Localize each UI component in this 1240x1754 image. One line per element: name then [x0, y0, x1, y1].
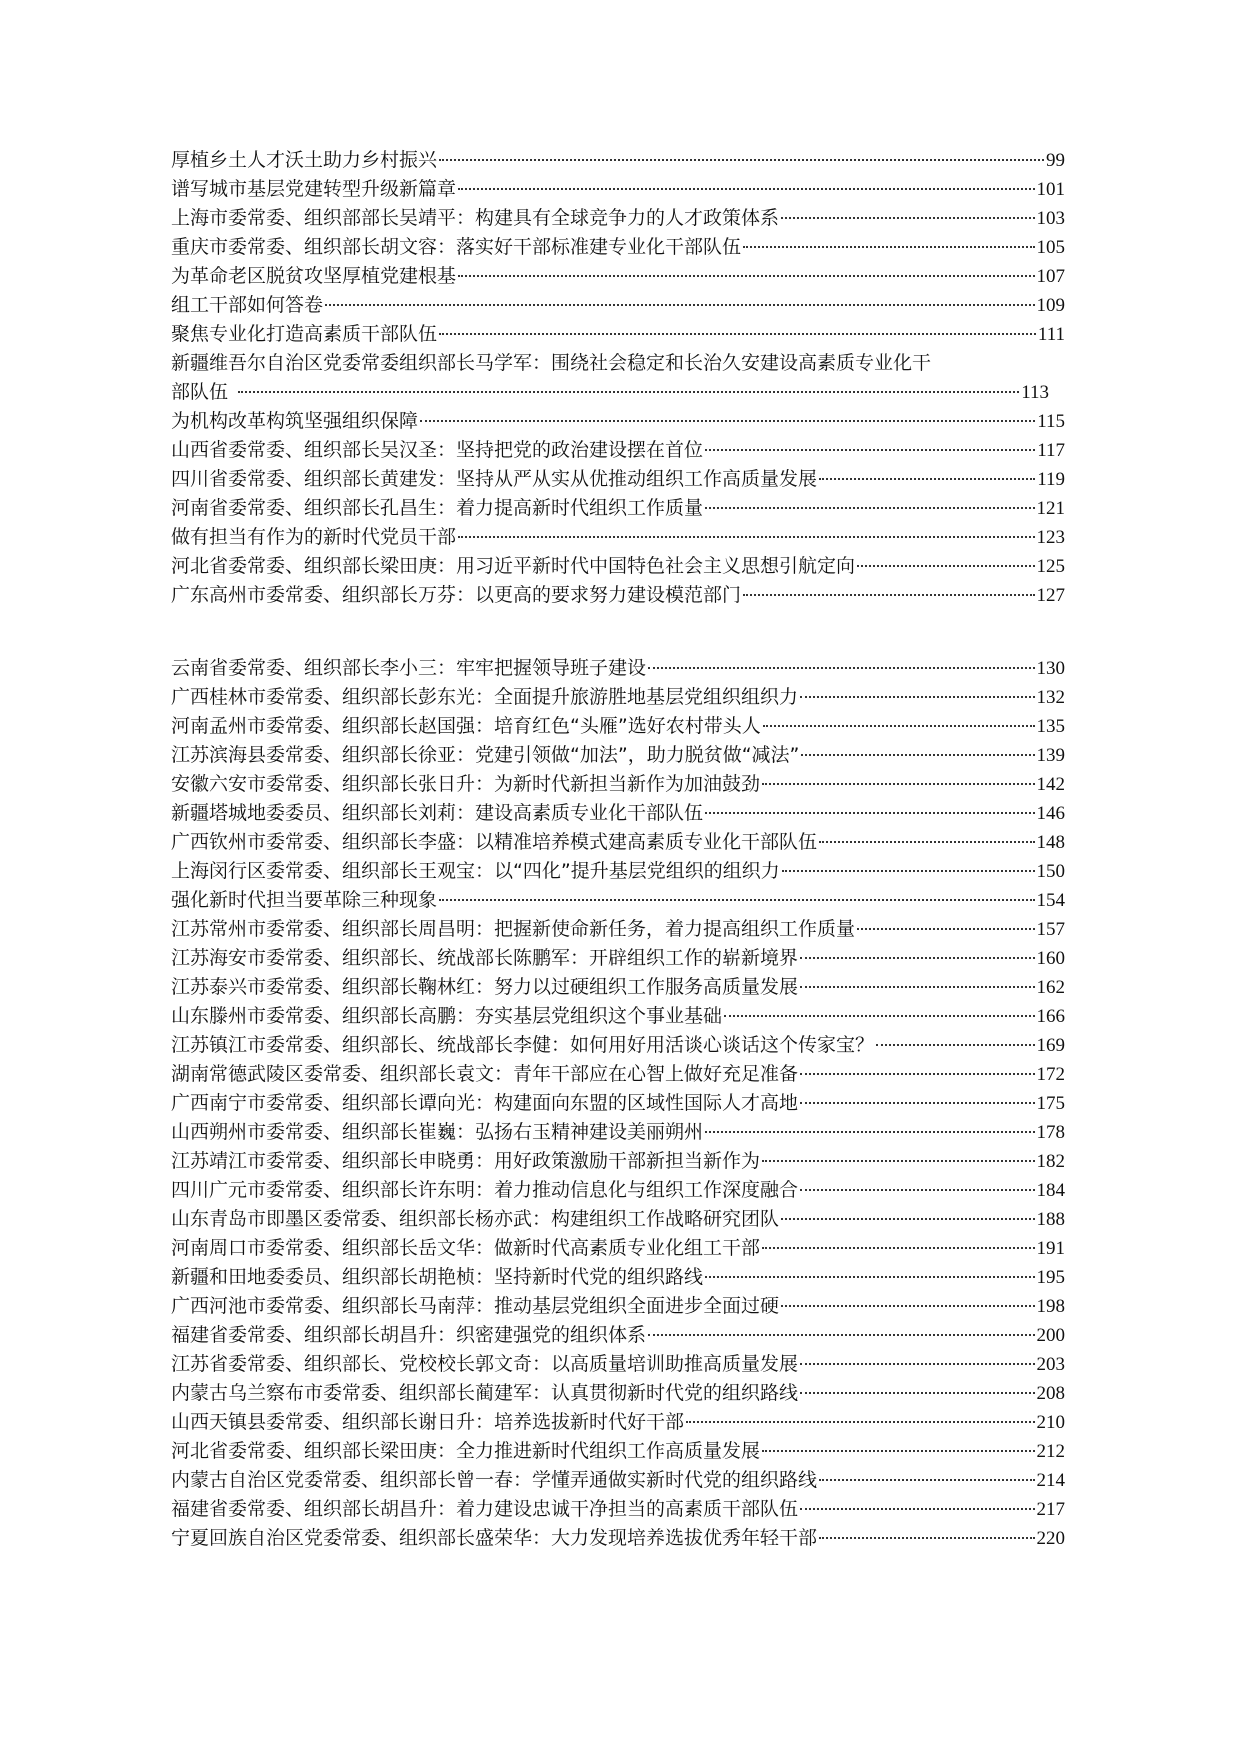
toc-entry-page: 182: [1036, 1151, 1065, 1172]
toc-entry-title-line2: [171, 378, 1065, 407]
toc-entry-page: 123: [1036, 527, 1065, 548]
toc-list-top: [171, 146, 1065, 349]
toc-entry-page: 166: [1036, 1006, 1065, 1027]
toc-entry-title: 江苏海安市委常委、组织部长、统战部长陈鹏军：开辟组织工作的崭新境界: [171, 947, 799, 969]
dot-leader: [743, 246, 1034, 248]
toc-entry-page: 191: [1036, 1238, 1065, 1259]
toc-entry-title: 云南省委常委、组织部长李小三：牢牢把握领导班子建设: [171, 657, 647, 679]
toc-entry[interactable]: [171, 1292, 1065, 1321]
toc-entry-page: 99: [1046, 150, 1065, 171]
toc-entry[interactable]: [171, 741, 1065, 770]
toc-entry-page: 175: [1036, 1093, 1065, 1114]
dot-leader: [743, 594, 1034, 596]
toc-entry-page: 208: [1036, 1383, 1065, 1404]
toc-entry-page: 220: [1036, 1528, 1065, 1549]
toc-entry-title: 江苏靖江市委常委、组织部长申晓勇：用好政策激励干部新担当新作为: [171, 1150, 761, 1172]
toc-entry-title: 为革命老区脱贫攻坚厚植党建根基: [171, 265, 457, 287]
toc-entry-title: 山东青岛市即墨区委常委、组织部长杨亦武：构建组织工作战略研究团队: [171, 1208, 780, 1230]
toc-entry-page: 107: [1036, 266, 1065, 287]
dot-leader: [819, 1537, 1034, 1539]
toc-entry[interactable]: [171, 1031, 1065, 1060]
toc-entry-page: 172: [1036, 1064, 1065, 1085]
toc-entry-page: 203: [1036, 1354, 1065, 1375]
toc-entry-page: 198: [1036, 1296, 1065, 1317]
toc-entry-page: 105: [1036, 237, 1065, 258]
toc-entry-title: 江苏常州市委常委、组织部长周昌明：把握新使命新任务，着力提高组织工作质量: [171, 918, 856, 940]
dot-leader: [857, 565, 1034, 567]
toc-entry[interactable]: [171, 494, 1065, 523]
dot-leader: [762, 783, 1034, 785]
toc-entry-page: 169: [1036, 1035, 1065, 1056]
dot-leader: [439, 159, 1044, 161]
dot-leader: [800, 1102, 1034, 1104]
toc-entry-title: 福建省委常委、组织部长胡昌升：着力建设忠诚干净担当的高素质干部队伍: [171, 1498, 799, 1520]
toc-entry-wrapped[interactable]: [171, 349, 1065, 407]
toc-entry-page: 119: [1037, 469, 1065, 490]
toc-entry-page: 188: [1036, 1209, 1065, 1230]
toc-entry-page: 125: [1036, 556, 1065, 577]
toc-entry-page: 178: [1036, 1122, 1065, 1143]
toc-entry[interactable]: [171, 1089, 1065, 1118]
dot-leader: [800, 1073, 1034, 1075]
toc-entry[interactable]: [171, 523, 1065, 552]
toc-entry-title: 宁夏回族自治区党委常委、组织部长盛荣华：大力发现培养选拔优秀年轻干部: [171, 1527, 818, 1549]
dot-leader: [762, 1160, 1034, 1162]
toc-entry[interactable]: [171, 1205, 1065, 1234]
toc-entry-page: 157: [1036, 919, 1065, 940]
toc-entry-page: 148: [1036, 832, 1065, 853]
dot-leader: [705, 812, 1034, 814]
dot-leader: [705, 1131, 1034, 1133]
toc-entry-title: 河南省委常委、组织部长孔昌生：着力提高新时代组织工作质量: [171, 497, 704, 519]
toc-entry-page: 214: [1036, 1470, 1065, 1491]
dot-leader: [439, 333, 1036, 335]
toc-entry-page: 103: [1036, 208, 1065, 229]
toc-entry-title: 山东滕州市委常委、组织部长高鹏：夯实基层党组织这个事业基础: [171, 1005, 723, 1027]
dot-leader: [781, 1305, 1034, 1307]
toc-entry-title: 为机构改革构筑坚强组织保障: [171, 410, 419, 432]
dot-leader: [458, 536, 1034, 538]
toc-entry-title: 河南周口市委常委、组织部长岳文华：做新时代高素质专业化组工干部: [171, 1237, 761, 1259]
toc-entry[interactable]: [171, 233, 1065, 262]
toc-entry-title: 内蒙古乌兰察布市委常委、组织部长蔺建军：认真贯彻新时代党的组织路线: [171, 1382, 799, 1404]
toc-entry-title: 重庆市委常委、组织部长胡文容：落实好干部标准建专业化干部队伍: [171, 236, 742, 258]
dot-leader: [876, 1044, 1034, 1046]
toc-entry-title: 山西省委常委、组织部长吴汉圣：坚持把党的政治建设摆在首位: [171, 439, 704, 461]
toc-entry-title: 组工干部如何答卷: [171, 294, 324, 316]
toc-entry-title: 广西河池市委常委、组织部长马南萍：推动基层党组织全面进步全面过硬: [171, 1295, 780, 1317]
dot-leader: [705, 1276, 1034, 1278]
toc-entry-title-continued: 部队伍: [171, 381, 229, 403]
toc-entry-title: 上海闵行区委常委、组织部长王观宝：以“四化”提升基层党组织的组织力: [171, 860, 780, 882]
dot-leader: [648, 667, 1034, 669]
toc-entry-title: 广西桂林市委常委、组织部长彭东光：全面提升旅游胜地基层党组织组织力: [171, 686, 799, 708]
toc-entry[interactable]: [171, 1234, 1065, 1263]
dot-leader: [800, 1392, 1034, 1394]
dot-leader: [857, 928, 1034, 930]
toc-entry-page: 195: [1036, 1267, 1065, 1288]
toc-entry-page: 154: [1036, 890, 1065, 911]
dot-leader: [800, 957, 1034, 959]
dot-leader: [458, 275, 1034, 277]
toc-entry[interactable]: [171, 291, 1065, 320]
toc-entry[interactable]: [171, 407, 1065, 436]
toc-entry-title: 新疆塔城地委委员、组织部长刘莉：建设高素质专业化干部队伍: [171, 802, 704, 824]
toc-entry[interactable]: [171, 1350, 1065, 1379]
toc-entry[interactable]: [171, 552, 1065, 581]
toc-entry[interactable]: [171, 436, 1065, 465]
dot-leader: [819, 841, 1034, 843]
toc-entry-title: 江苏省委常委、组织部长、党校校长郭文奇：以高质量培训助推高质量发展: [171, 1353, 799, 1375]
toc-entry-page: 210: [1036, 1412, 1065, 1433]
toc-entry-page: 139: [1036, 745, 1065, 766]
toc-entry[interactable]: [171, 1495, 1065, 1524]
dot-leader: [420, 420, 1035, 422]
dot-leader: [705, 449, 1035, 451]
toc-entry-title: 河北省委常委、组织部长梁田庚：用习近平新时代中国特色社会主义思想引航定向: [171, 555, 856, 577]
dot-leader: [686, 1421, 1034, 1423]
toc-entry-title: 谱写城市基层党建转型升级新篇章: [171, 178, 457, 200]
toc-entry-page: 132: [1036, 687, 1065, 708]
dot-leader: [800, 1363, 1034, 1365]
toc-entry[interactable]: [171, 770, 1065, 799]
toc-entry-page: 160: [1036, 948, 1065, 969]
toc-entry-title: 内蒙古自治区党委常委、组织部长曾一春：学懂弄通做实新时代党的组织路线: [171, 1469, 818, 1491]
toc-entry-title: 河北省委常委、组织部长梁田庚：全力推进新时代组织工作高质量发展: [171, 1440, 761, 1462]
dot-leader: [762, 1450, 1034, 1452]
toc-entry-page: 130: [1036, 658, 1065, 679]
toc-entry[interactable]: [171, 1147, 1065, 1176]
dot-leader: [800, 1189, 1034, 1191]
toc-entry-page: 212: [1036, 1441, 1065, 1462]
toc-entry-page: 109: [1036, 295, 1065, 316]
toc-entry-title: 厚植乡土人才沃土助力乡村振兴: [171, 149, 438, 171]
dot-leader: [782, 870, 1035, 872]
toc-entry-title: 上海市委常委、组织部部长吴靖平：构建具有全球竞争力的人才政策体系: [171, 207, 780, 229]
toc-entry[interactable]: [171, 886, 1065, 915]
toc-entry[interactable]: [171, 654, 1065, 683]
toc-entry[interactable]: [171, 1408, 1065, 1437]
toc-entry[interactable]: [171, 146, 1065, 175]
toc-entry[interactable]: [171, 1321, 1065, 1350]
dot-leader: [781, 1218, 1034, 1220]
toc-entry[interactable]: [171, 1060, 1065, 1089]
toc-entry-title: 江苏泰兴市委常委、组织部长鞠林红：努力以过硬组织工作服务高质量发展: [171, 976, 799, 998]
toc-entry[interactable]: [171, 857, 1065, 886]
dot-leader: [763, 725, 1035, 727]
toc-entry[interactable]: [171, 1524, 1065, 1553]
toc-entry-title: 江苏镇江市委常委、组织部长、统战部长李健：如何用好用活谈心谈话这个传家宝？: [171, 1034, 875, 1056]
toc-entry[interactable]: [171, 973, 1065, 1002]
toc-entry[interactable]: [171, 828, 1065, 857]
toc-entry[interactable]: [171, 1379, 1065, 1408]
toc-entry-page: 200: [1036, 1325, 1065, 1346]
dot-leader: [819, 478, 1035, 480]
toc-entry[interactable]: [171, 1437, 1065, 1466]
toc-entry-title: 河南孟州市委常委、组织部长赵国强：培育红色“头雁”选好农村带头人: [171, 715, 761, 737]
toc-entry-page: 135: [1036, 716, 1065, 737]
toc-entry-page: 142: [1036, 774, 1065, 795]
toc-list-bottom: [171, 654, 1065, 1553]
dot-leader: [325, 304, 1034, 306]
toc-entry-title: 四川广元市委常委、组织部长许东明：着力推动信息化与组织工作深度融合: [171, 1179, 799, 1201]
toc-section-1: [171, 146, 1065, 610]
toc-entry-title-line1: 新疆维吾尔自治区党委常委组织部长马学军：围绕社会稳定和长治久安建设高素质专业化干: [171, 352, 932, 374]
toc-entry[interactable]: [171, 175, 1065, 204]
dot-leader: [724, 1015, 1034, 1017]
toc-entry-title: 广东高州市委常委、组织部长万芬：以更高的要求努力建设模范部门: [171, 584, 742, 606]
toc-entry-title: 广西钦州市委常委、组织部长李盛：以精准培养模式建高素质专业化干部队伍: [171, 831, 818, 853]
toc-entry-title: 做有担当有作为的新时代党员干部: [171, 526, 457, 548]
toc-entry-page: 115: [1037, 411, 1065, 432]
toc-entry-page: 111: [1037, 324, 1065, 345]
toc-entry-page: 162: [1036, 977, 1065, 998]
toc-entry[interactable]: [171, 683, 1065, 712]
toc-entry[interactable]: [171, 1466, 1065, 1495]
toc-entry-page: 117: [1037, 440, 1065, 461]
toc-entry-page: 113: [1021, 382, 1049, 403]
dot-leader: [800, 986, 1034, 988]
toc-section-2: [171, 654, 1065, 1553]
toc-entry[interactable]: [171, 581, 1065, 610]
dot-leader: [800, 696, 1034, 698]
toc-entry[interactable]: [171, 915, 1065, 944]
toc-entry-title: 新疆和田地委委员、组织部长胡艳桢：坚持新时代党的组织路线: [171, 1266, 704, 1288]
dot-leader: [762, 1247, 1034, 1249]
toc-entry[interactable]: [171, 262, 1065, 291]
dot-leader: [648, 1334, 1034, 1336]
toc-entry-page: 101: [1036, 179, 1065, 200]
toc-entry-page: 127: [1036, 585, 1065, 606]
toc-entry[interactable]: [171, 1118, 1065, 1147]
toc-entry[interactable]: [171, 320, 1065, 349]
toc-entry[interactable]: [171, 799, 1065, 828]
toc-list-top-continued: [171, 407, 1065, 610]
toc-entry-title: 江苏滨海县委常委、组织部长徐亚：党建引领做“加法”，助力脱贫做“减法”: [171, 744, 800, 766]
toc-entry[interactable]: [171, 1263, 1065, 1292]
toc-entry-page: 150: [1036, 861, 1065, 882]
dot-leader: [458, 188, 1034, 190]
dot-leader: [819, 1479, 1034, 1481]
toc-entry[interactable]: [171, 944, 1065, 973]
toc-entry-title: 山西朔州市委常委、组织部长崔巍：弘扬右玉精神建设美丽朔州: [171, 1121, 704, 1143]
dot-leader: [781, 217, 1034, 219]
toc-entry-title: 聚焦专业化打造高素质干部队伍: [171, 323, 438, 345]
toc-entry-page: 184: [1036, 1180, 1065, 1201]
toc-entry[interactable]: [171, 204, 1065, 233]
toc-entry-title: 福建省委常委、组织部长胡昌升：织密建强党的组织体系: [171, 1324, 647, 1346]
toc-entry-title: 广西南宁市委常委、组织部长谭向光：构建面向东盟的区域性国际人才高地: [171, 1092, 799, 1114]
toc-entry-title: 山西天镇县委常委、组织部长谢日升：培养选拔新时代好干部: [171, 1411, 685, 1433]
toc-entry[interactable]: [171, 712, 1065, 741]
toc-entry-page: 121: [1036, 498, 1065, 519]
toc-entry-title: 湖南常德武陵区委常委、组织部长袁文：青年干部应在心智上做好充足准备: [171, 1063, 799, 1085]
dot-leader: [800, 1508, 1034, 1510]
toc-entry-page: 146: [1036, 803, 1065, 824]
toc-entry-title: 四川省委常委、组织部长黄建发：坚持从严从实从优推动组织工作高质量发展: [171, 468, 818, 490]
dot-leader: [705, 507, 1034, 509]
dot-leader: [801, 754, 1034, 756]
toc-entry[interactable]: [171, 1176, 1065, 1205]
dot-leader: [439, 899, 1034, 901]
dot-leader: [238, 391, 1019, 393]
toc-entry[interactable]: [171, 1002, 1065, 1031]
toc-entry-title: 强化新时代担当要革除三种现象: [171, 889, 438, 911]
toc-entry[interactable]: [171, 465, 1065, 494]
toc-entry-title: 安徽六安市委常委、组织部长张日升：为新时代新担当新作为加油鼓劲: [171, 773, 761, 795]
toc-entry-page: 217: [1036, 1499, 1065, 1520]
